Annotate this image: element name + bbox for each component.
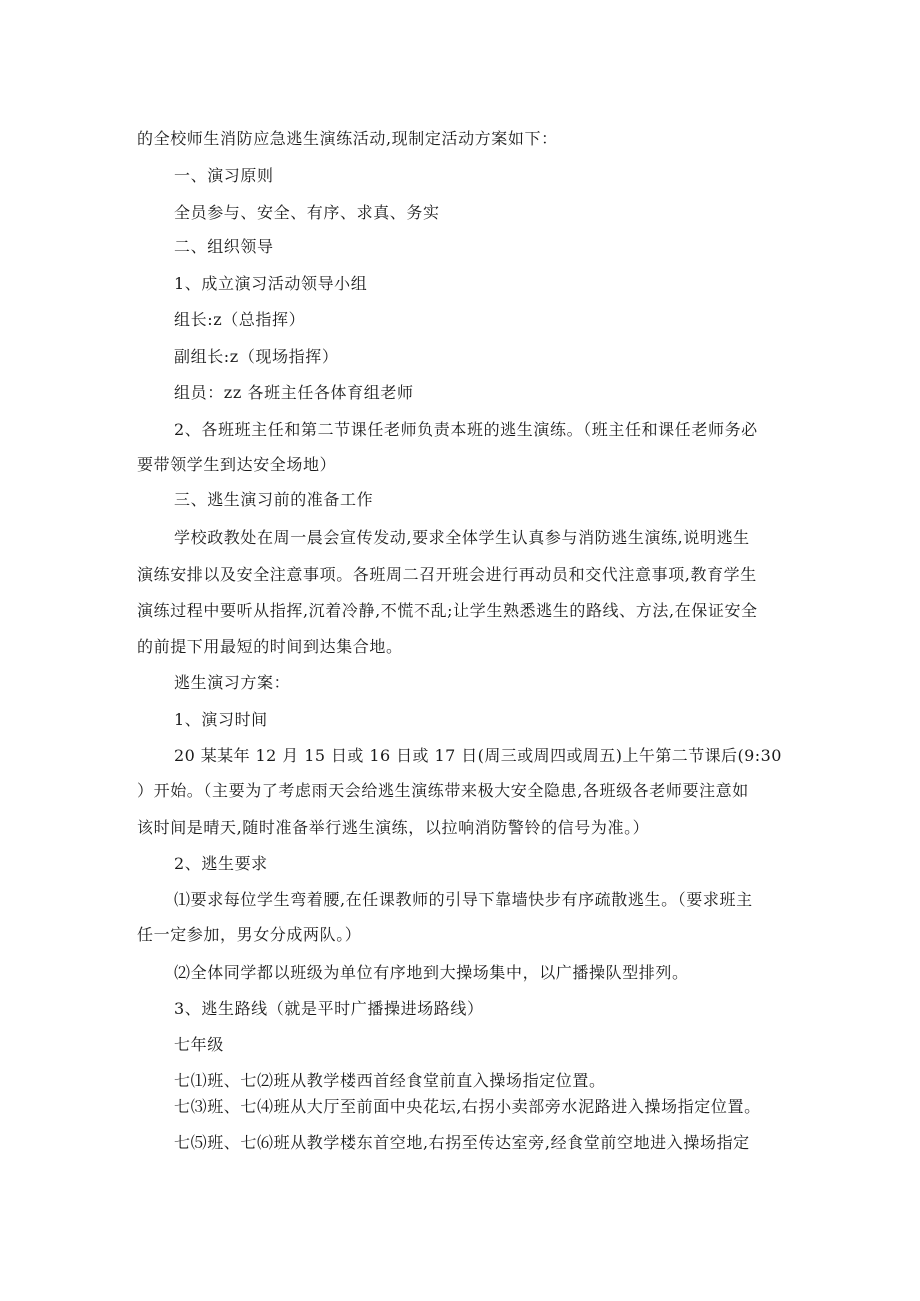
route-line: 七⑸班、七⑹班从教学楼东首空地,右拐至传达室旁,经食堂前空地进入操场指定 bbox=[174, 1133, 750, 1152]
paragraph-line: 20 某某年 12 月 15 日或 16 日或 17 日(周三或周四或周五)上午第二节课后(9:30 bbox=[174, 746, 782, 765]
section-heading-organization: 二、组织领导 bbox=[174, 237, 274, 256]
section-heading-principles: 一、演习原则 bbox=[174, 166, 274, 185]
escape-requirements-heading: 2、逃生要求 bbox=[174, 854, 268, 873]
paragraph-line: ⑴要求每位学生弯着腰,在任课教师的引导下靠墙快步有序疏散逃生。（要求班主 bbox=[174, 890, 753, 909]
escape-route-heading: 3、逃生路线（就是平时广播操进场路线） bbox=[174, 999, 484, 1018]
grade-heading: 七年级 bbox=[174, 1035, 224, 1054]
section-heading-plan: 逃生演习方案： bbox=[174, 673, 291, 692]
deputy-leader-line: 副组长:z（现场指挥） bbox=[174, 347, 339, 366]
leader-line: 组长:z（总指挥） bbox=[174, 310, 306, 329]
section-heading-preparation: 三、逃生演习前的准备工作 bbox=[174, 490, 374, 509]
paragraph-line: 任一定参加，男女分成两队。） bbox=[137, 925, 362, 944]
paragraph-line: ）开始。（主要为了考虑雨天会给逃生演练带来极大安全隐患,各班级各老师要注意如 bbox=[137, 781, 749, 800]
paragraph-line: 该时间是晴天,随时准备举行逃生演练，以拉响消防警铃的信号为准。） bbox=[137, 818, 650, 837]
paragraph-line: 的前提下用最短的时间到达集合地。 bbox=[137, 637, 403, 656]
paragraph-line: ⑵全体同学都以班级为单位有序地到大操场集中，以广播操队型排列。 bbox=[174, 963, 689, 982]
intro-line: 的全校师生消防应急逃生演练活动,现制定活动方案如下： bbox=[137, 129, 558, 148]
paragraph-line: 2、各班班主任和第二节课任老师负责本班的逃生演练。（班主任和课任老师务必 bbox=[174, 420, 758, 439]
principles-text: 全员参与、安全、有序、求真、务实 bbox=[174, 203, 440, 222]
route-line: 七⑶班、七⑷班从大厅至前面中央花坛,右拐小卖部旁水泥路进入操场指定位置。 bbox=[174, 1097, 761, 1116]
paragraph-line: 学校政教处在周一晨会宣传发动,要求全体学生认真参与消防逃生演练,说明逃生 bbox=[174, 528, 750, 547]
members-line: 组员：zz 各班主任各体育组老师 bbox=[174, 383, 414, 402]
paragraph-line: 演练安排以及安全注意事项。各班周二召开班会进行再动员和交代注意事项,教育学生 bbox=[137, 565, 757, 584]
paragraph-line: 要带领学生到达安全场地） bbox=[137, 455, 337, 474]
route-line: 七⑴班、七⑵班从教学楼西首经食堂前直入操场指定位置。 bbox=[174, 1071, 606, 1090]
drill-time-heading: 1、演习时间 bbox=[174, 710, 268, 729]
leadership-group-item: 1、成立演习活动领导小组 bbox=[174, 274, 368, 293]
paragraph-line: 演练过程中要听从指挥,沉着冷静,不慌不乱;让学生熟悉逃生的路线、方法,在保证安全 bbox=[137, 601, 758, 620]
